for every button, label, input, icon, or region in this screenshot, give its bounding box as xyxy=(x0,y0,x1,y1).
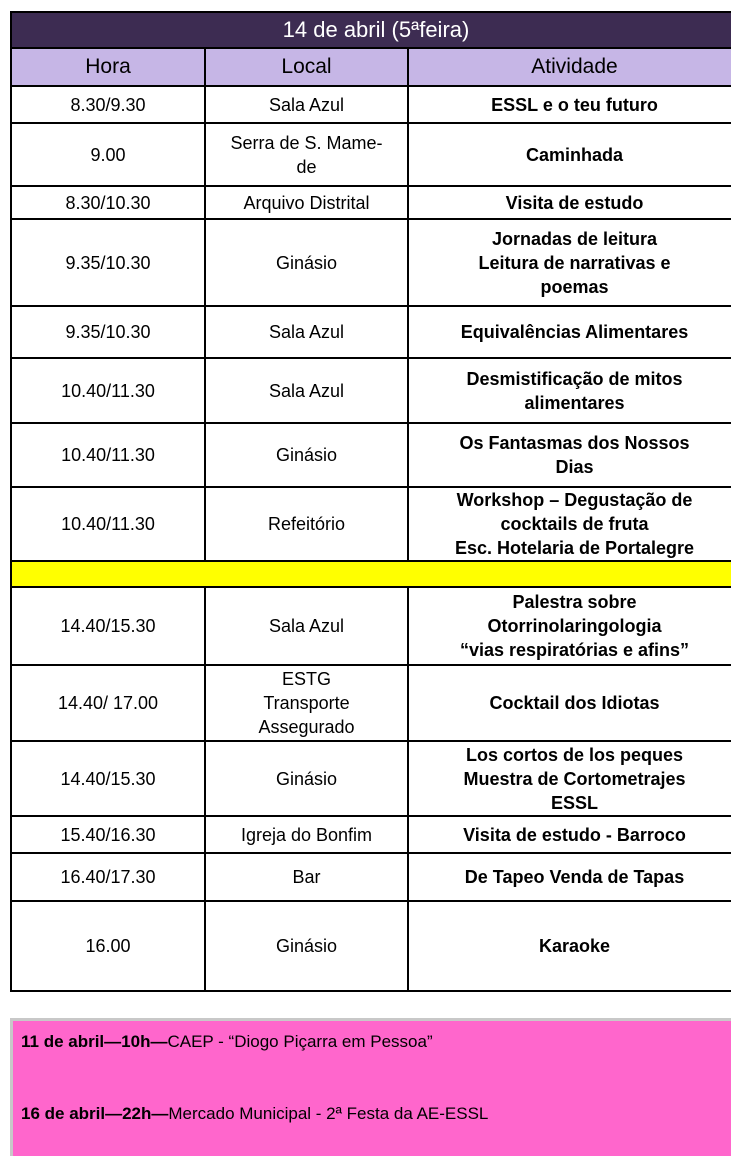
atividade-line: Equivalências Alimentares xyxy=(460,322,689,342)
atividade-line: Visita de estudo xyxy=(505,192,644,213)
atividade-line: Os Fantasmas dos Nossos xyxy=(459,433,690,453)
hora-cell: 14.40/ 17.00 xyxy=(11,665,205,741)
atividade-line: Karaoke xyxy=(538,936,611,956)
atividade-line: Otorrinolaringologia xyxy=(487,616,662,636)
hora-cell: 8.30/10.30 xyxy=(11,186,205,219)
hora-cell: 15.40/16.30 xyxy=(11,816,205,853)
local-line: ESTG xyxy=(281,669,331,689)
hora-cell: 8.30/9.30 xyxy=(11,86,205,123)
atividade-line: Muestra de Cortometrajes xyxy=(463,768,686,789)
atividade-line: Cocktail dos Idiotas xyxy=(489,693,660,713)
table-row xyxy=(11,423,731,487)
atividade-line: ESSL e o teu futuro xyxy=(491,94,658,115)
schedule-table xyxy=(10,11,731,992)
local-cell xyxy=(205,186,408,219)
atividade-cell xyxy=(408,487,731,561)
table-row xyxy=(11,123,731,186)
local-line: de xyxy=(296,156,317,177)
atividade-line: Dias xyxy=(555,457,594,477)
header-hora: Hora xyxy=(11,48,205,86)
atividade-line: Desmistificação de mitos xyxy=(466,368,683,389)
table-row xyxy=(11,487,731,561)
morning-rows xyxy=(11,86,731,561)
afternoon-rows xyxy=(11,587,731,991)
atividade-line: poemas xyxy=(540,276,609,297)
local-line: Arquivo Distrital xyxy=(243,192,370,213)
atividade-cell xyxy=(408,816,731,853)
atividade-cell xyxy=(408,358,731,423)
break-cell xyxy=(11,561,731,587)
local-line: Sala Azul xyxy=(268,94,345,115)
table-row xyxy=(11,665,731,741)
hora-cell: 14.40/15.30 xyxy=(11,587,205,665)
atividade-cell xyxy=(408,423,731,487)
atividade-line: Visita de estudo - Barroco xyxy=(463,824,686,845)
local-cell xyxy=(205,423,408,487)
hora-cell: 14.40/15.30 xyxy=(11,741,205,816)
local-line: Ginásio xyxy=(275,252,338,273)
local-line: Transporte xyxy=(263,693,350,713)
atividade-cell xyxy=(408,853,731,901)
table-row xyxy=(11,816,731,853)
atividade-cell xyxy=(408,306,731,358)
local-cell xyxy=(205,816,408,853)
atividade-line: Caminhada xyxy=(525,144,624,165)
break-row xyxy=(11,561,731,587)
table-row xyxy=(11,358,731,423)
notes-box xyxy=(10,1018,731,1156)
atividade-line: Palestra sobre xyxy=(512,592,637,612)
local-line: Assegurado xyxy=(258,717,355,737)
local-line: Ginásio xyxy=(275,936,338,956)
local-cell xyxy=(205,487,408,561)
local-cell xyxy=(205,741,408,816)
note-item xyxy=(21,1104,488,1124)
local-cell xyxy=(205,853,408,901)
table-row xyxy=(11,901,731,991)
atividade-line: ESSL xyxy=(550,792,598,813)
table-row xyxy=(11,86,731,123)
hora-cell: 16.00 xyxy=(11,901,205,991)
note-text: Mercado Municipal - 2ª Festa da AE-ESSL xyxy=(168,1104,489,1123)
atividade-line: De Tapeo Venda de Tapas xyxy=(464,867,685,887)
local-cell xyxy=(205,219,408,306)
atividade-line: Los cortos de los peques xyxy=(465,744,684,765)
local-cell xyxy=(205,86,408,123)
local-cell xyxy=(205,358,408,423)
atividade-line: Esc. Hotelaria de Portalegre xyxy=(454,538,695,558)
hora-cell: 10.40/11.30 xyxy=(11,423,205,487)
local-cell xyxy=(205,306,408,358)
table-row xyxy=(11,306,731,358)
header-row xyxy=(11,48,731,86)
local-cell xyxy=(205,123,408,186)
local-line: Serra de S. Mame- xyxy=(230,132,383,153)
hora-cell: 9.00 xyxy=(11,123,205,186)
atividade-cell xyxy=(408,741,731,816)
title-row xyxy=(11,12,731,48)
atividade-cell xyxy=(408,219,731,306)
hora-cell: 9.35/10.30 xyxy=(11,219,205,306)
table-row xyxy=(11,186,731,219)
note-date: 11 de abril—10h— xyxy=(21,1032,168,1051)
atividade-cell xyxy=(408,665,731,741)
local-cell xyxy=(205,587,408,665)
local-line: Bar xyxy=(292,867,321,887)
local-line: Ginásio xyxy=(275,768,338,789)
atividade-cell xyxy=(408,86,731,123)
header-local: Local xyxy=(205,48,408,86)
table-row xyxy=(11,853,731,901)
schedule-title: 14 de abril (5ªfeira) xyxy=(11,12,731,48)
hora-cell: 16.40/17.30 xyxy=(11,853,205,901)
local-line: Ginásio xyxy=(275,445,338,465)
note-item xyxy=(21,1032,433,1052)
atividade-line: Leitura de narrativas e xyxy=(478,252,671,273)
atividade-cell xyxy=(408,186,731,219)
hora-cell: 10.40/11.30 xyxy=(11,358,205,423)
lunch-break xyxy=(11,561,731,587)
local-line: Sala Azul xyxy=(268,322,345,342)
hora-cell: 10.40/11.30 xyxy=(11,487,205,561)
note-text: CAEP - “Diogo Piçarra em Pessoa” xyxy=(167,1032,433,1051)
atividade-line: “vias respiratórias e afins” xyxy=(459,640,690,660)
hora-cell: 9.35/10.30 xyxy=(11,306,205,358)
note-date: 16 de abril—22h— xyxy=(21,1104,169,1123)
header-atividade: Atividade xyxy=(408,48,731,86)
atividade-line: alimentares xyxy=(524,392,625,413)
table-row xyxy=(11,219,731,306)
atividade-line: Jornadas de leitura xyxy=(491,228,658,249)
atividade-line: Workshop – Degustação de xyxy=(456,490,693,510)
local-cell xyxy=(205,901,408,991)
atividade-cell xyxy=(408,123,731,186)
local-cell xyxy=(205,665,408,741)
table-row xyxy=(11,587,731,665)
table-row xyxy=(11,741,731,816)
local-line: Refeitório xyxy=(267,514,346,534)
local-line: Sala Azul xyxy=(268,616,345,636)
atividade-cell xyxy=(408,901,731,991)
local-line: Sala Azul xyxy=(268,380,345,401)
atividade-line: cocktails de fruta xyxy=(500,514,649,534)
atividade-cell xyxy=(408,587,731,665)
local-line: Igreja do Bonfim xyxy=(240,824,373,845)
